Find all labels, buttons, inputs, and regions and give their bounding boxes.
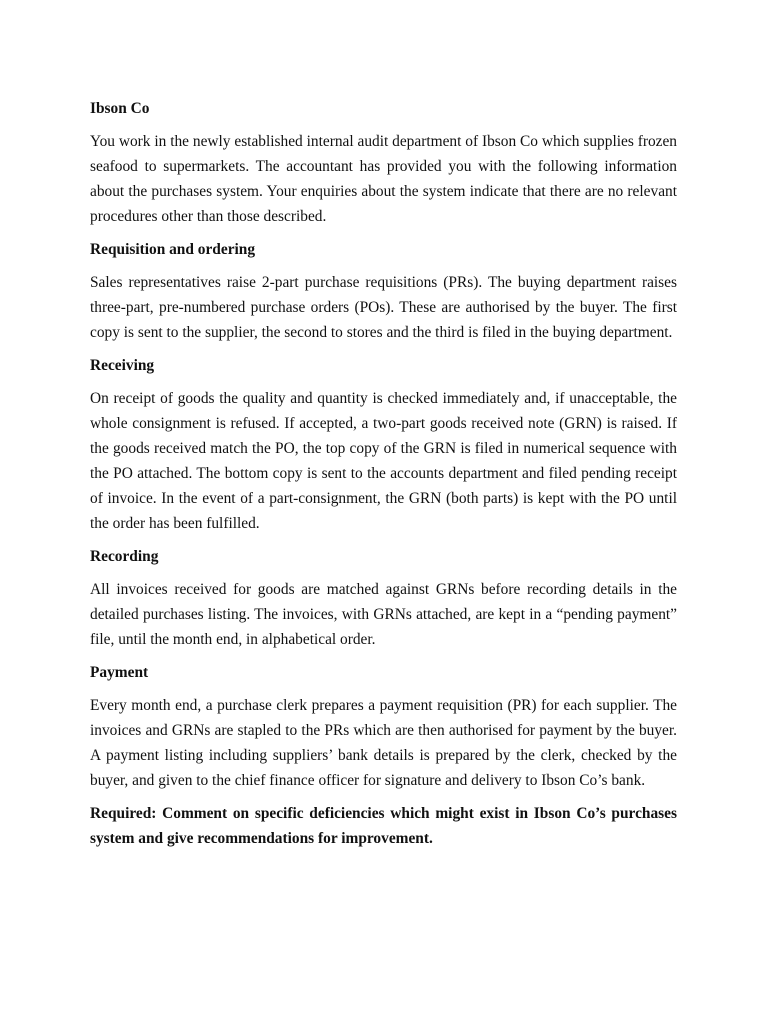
required-question: Required: Comment on specific deficiencies which might exist in Ibson Co’s purchases system and give recommendations for improvement.	[90, 805, 677, 847]
document-title: Ibson Co	[90, 100, 150, 117]
section-body-requisition: Sales representatives raise 2-part purchase requisitions (PRs). The buying department raises three-part, pre-numbered purchase orders (POs). These are authorised by the buyer. The first copy is sent to the supplier, the second to stores and the third is filed in the buying department.	[90, 274, 677, 341]
document-page	[90, 96, 677, 851]
section-body-payment: Every month end, a purchase clerk prepares a payment requisition (PR) for each supplier. The invoices and GRNs are stapled to the PRs which are then authorised for payment by the buyer. A payment listing including suppliers’ bank details is prepared by the clerk, checked by the buyer, and given to the chief finance officer for signature and delivery to Ibson Co’s bank.	[90, 697, 677, 789]
section-heading-receiving: Receiving	[90, 357, 155, 374]
intro-paragraph: You work in the newly established internal audit department of Ibson Co which supplies frozen seafood to supermarkets. The accountant has provided you with the following information about the purchases system. Your enquiries about the system indicate that there are no relevant procedures other than those described.	[90, 133, 677, 225]
section-body-receiving: On receipt of goods the quality and quantity is checked immediately and, if unacceptable, the whole consignment is refused. If accepted, a two-part goods received note (GRN) is raised. If the goods received match the PO, the top copy of the GRN is filed in numerical sequence with the PO attached. The bottom copy is sent to the accounts department and filed pending receipt of invoice. In the event of a part-consignment, the GRN (both parts) is kept with the PO until the order has been fulfilled.	[90, 390, 677, 532]
section-heading-requisition: Requisition and ordering	[90, 241, 256, 258]
section-heading-recording: Recording	[90, 548, 159, 565]
section-heading-payment: Payment	[90, 664, 149, 681]
section-body-recording: All invoices received for goods are matched against GRNs before recording details in the detailed purchases listing. The invoices, with GRNs attached, are kept in a “pending payment” file, until the month end, in alphabetical order.	[90, 581, 677, 648]
